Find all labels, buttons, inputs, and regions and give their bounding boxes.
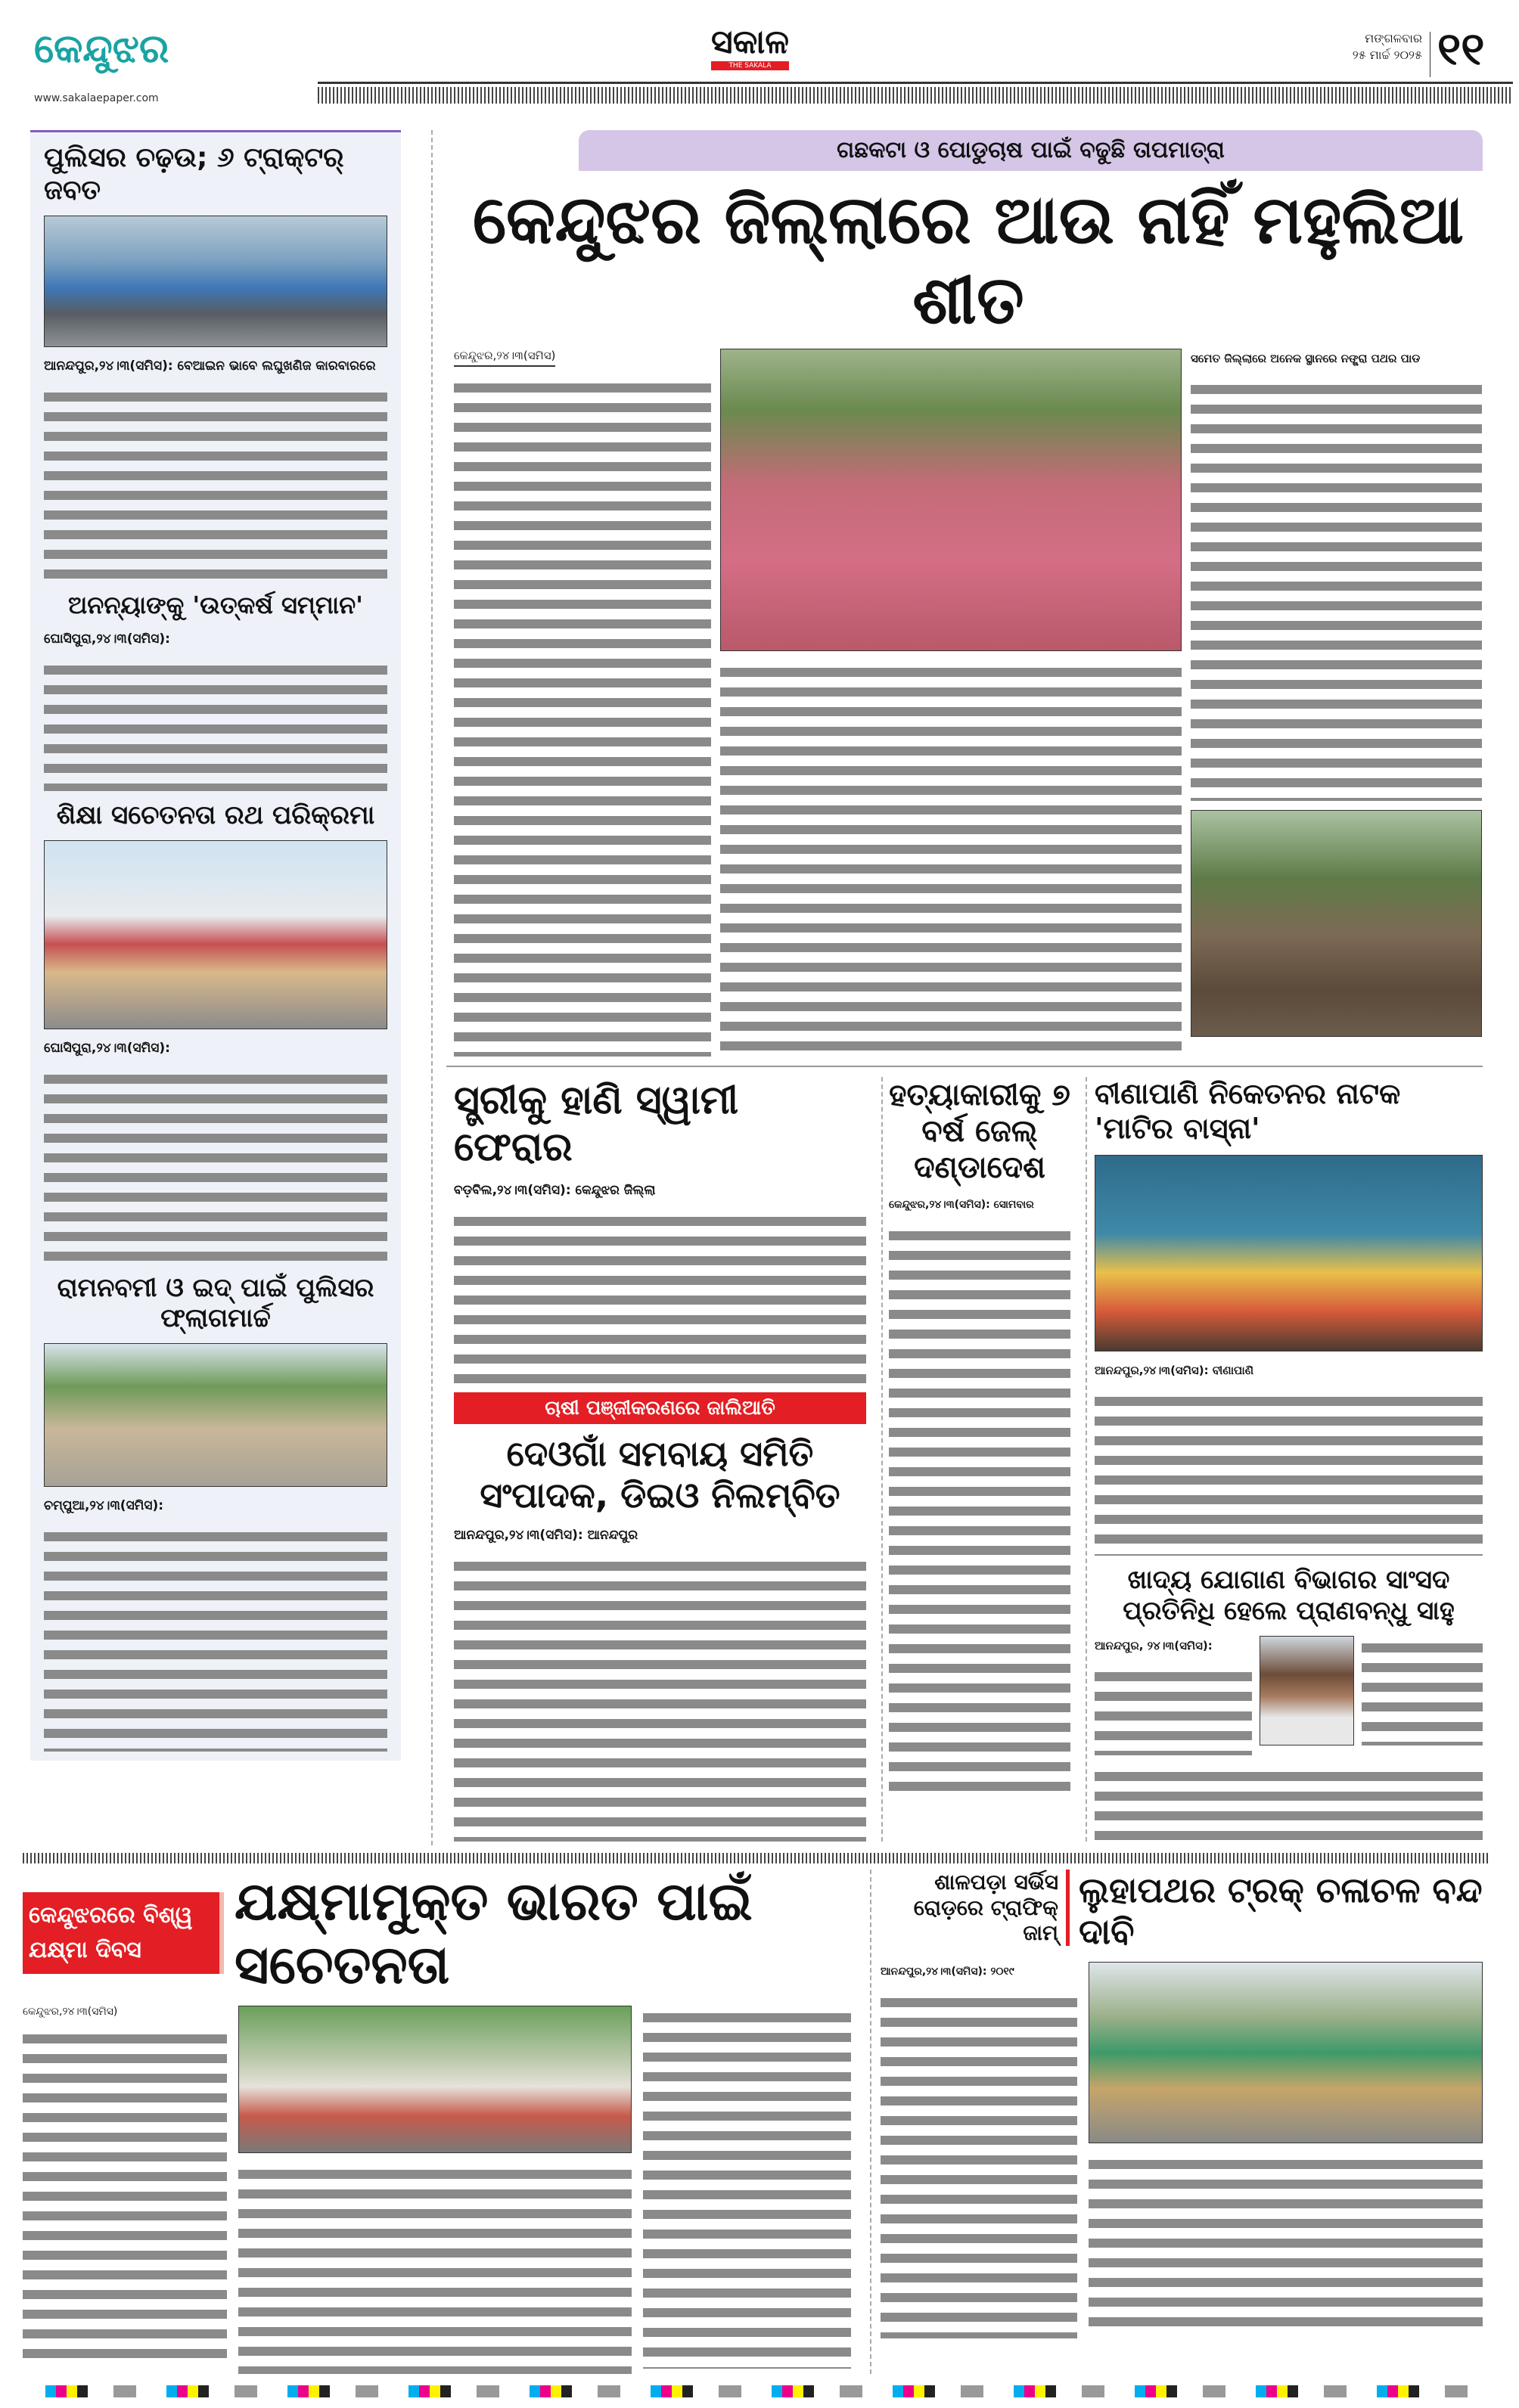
- section-title: କେନ୍ଦୁଝର: [34, 26, 169, 72]
- headline-wife-murder: ସ୍ତ୍ରୀକୁ ହାଣି ସ୍ୱାମୀ ଫେରାର: [454, 1078, 739, 1171]
- headline-iron-ore-truck: ଲୁହାପଥର ଟ୍ରକ୍ ଚଳାଚଳ ବନ୍ଦ ଦାବି: [1079, 1870, 1483, 1953]
- photo-flagmarch: [44, 1343, 387, 1487]
- lead-salapada: ଆନନ୍ଦପୁର,୨୪।୩(ସମିସ): ୨୦୧୯: [881, 1966, 1014, 1978]
- lead-drama: ଆନନ୍ଦପୁର,୨୪।୩(ସମିସ): ବୀଣାପାଣି: [1095, 1364, 1254, 1378]
- lead-tractor: ଆନନ୍ଦପୁର,୨୪।୩(ସମିସ): ବେଆଇନ ଭାବେ ଲଘୁଖଣିଜ କାରବାରରେ: [44, 358, 376, 374]
- lead-right-text: ସମେତ ଜିଲ୍ଲାରେ ଅନେକ ସ୍ଥାନରେ ନଙ୍ଗ୍ରା ପଥର ପାଡ: [1191, 352, 1421, 366]
- kicker-band: [579, 130, 1483, 171]
- kicker: ଗଛକଟା ଓ ପୋଡୁଚାଷ ପାଇଁ ବଢୁଛି ତାପମାତ୍ରା: [837, 137, 1225, 163]
- headline-ananya: ଅନନ୍ୟାଙ୍କୁ 'ଉତ୍କର୍ଷ ସମ୍ମାନ': [68, 591, 363, 620]
- headline-education-rally: ଶିକ୍ଷା ସଚେତନତା ରଥ ପରିକ୍ରମା: [56, 799, 375, 830]
- page-number: ୧୧: [1437, 23, 1485, 76]
- weekday: ମଙ୍ଗଳବାର: [1365, 31, 1422, 45]
- headline-tb-free-india: ଯକ୍ଷ୍ମାମୁକ୍ତ ଭାରତ ପାଇଁ ସଚେତନତା: [235, 1870, 753, 1996]
- masthead-tag: THE SAKALA: [711, 61, 789, 70]
- lead-byline: କେନ୍ଦୁଝର,୨୪।୩(ସମିସ): [454, 349, 555, 367]
- lead-education-rally: ଘୋସିପୁରା,୨୪।୩(ସମିସ):: [44, 1040, 170, 1056]
- headline-drama: ବୀଣାପାଣି ନିକେତନର ନାଟକ 'ମାଟିର ବାସ୍ନା': [1095, 1077, 1401, 1145]
- lead-headline: କେନ୍ଦୁଝର ଜିଲ୍ଲାରେ ଆଉ ନାହିଁ ମହୁଲିଆ ଶୀତ: [472, 181, 1465, 339]
- photo-cut-forest: [1191, 810, 1482, 1037]
- photo-rally: [44, 840, 387, 1029]
- lead-story: [454, 130, 1483, 1057]
- headline-tractor: ପୁଲିସର ଚଢ଼ଉ; ୬ ଟ୍ରାକ୍ଟର୍ ଜବତ: [44, 142, 344, 206]
- lead-murder-sentence: କେନ୍ଦୁଝର,୨୪।୩(ସମିସ): ସୋମବାର: [889, 1199, 1034, 1211]
- banner-farmer-fraud: [454, 1392, 866, 1424]
- lead-deogaon: ଆନନ୍ଦପୁର,୨୪।୩(ସମିସ): ଆନନ୍ଦପୁର: [454, 1528, 638, 1544]
- headline-food-supply: ଖାଦ୍ୟ ଯୋଗାଣ ବିଭାଗର ସାଂସଦ ପ୍ରତିନିଧି ହେଲେ ପ୍ରାଣବନ୍ଧୁ ସାହୁ: [1123, 1565, 1455, 1626]
- print-color-bar: [45, 2385, 1475, 2397]
- masthead-name: ସକାଳ: [711, 23, 790, 61]
- left-column: [30, 130, 401, 1761]
- masthead-logo: [711, 23, 789, 70]
- lead-flagmarch: ଚମ୍ପୁଆ,୨୪।୩(ସମିସ):: [44, 1498, 164, 1514]
- website-url[interactable]: www.sakalaepaper.com: [34, 92, 159, 104]
- date: ୨୫ ମାର୍ଚ୍ଚ ୨୦୨୫: [1352, 48, 1422, 62]
- tb-byline: କେନ୍ଦୁଝର,୨୪।୩(ସମିସ): [23, 2006, 118, 2018]
- banner-text: ଚାଷୀ ପଞ୍ଜୀକରଣରେ ଜାଲିଆତି: [545, 1396, 775, 1420]
- label-world-tb-day: [23, 1892, 219, 1974]
- label-text: କେନ୍ଦୁଝରରେ ବିଶ୍ୱ ଯକ୍ଷ୍ମା ଦିବସ: [29, 1902, 193, 1963]
- headline-murder-sentence: ହତ୍ୟାକାରୀକୁ ୭ ବର୍ଷ ଜେଲ୍ ଦଣ୍ଡାଦେଶ: [889, 1078, 1070, 1185]
- photo-tractors: [44, 216, 387, 347]
- headline-flagmarch: ରାମନବମୀ ଓ ଇଦ୍ ପାଇଁ ପୁଲିସର ଫ୍ଲାଗମାର୍ଚ୍ଚ: [57, 1272, 374, 1334]
- headline-salapada-traffic: ଶାଳପଡ଼ା ସର୍ଭିସ ରୋଡ଼ରେ ଟ୍ରାଫିକ୍ ଜାମ୍: [881, 1870, 1070, 1946]
- lead-ananya: ଘୋସିପୁରା,୨୪।୩(ସମିସ):: [44, 631, 170, 647]
- lead-wife-murder: ବଡ଼ବିଲ,୨୪।୩(ସମିସ): କେନ୍ଦୁଝର ଜିଲ୍ଲା: [454, 1182, 656, 1198]
- photo-pranabandhu-sahu: [1260, 1636, 1354, 1745]
- photo-drama-award: [1095, 1155, 1483, 1351]
- photo-burnt-hill: [720, 349, 1182, 651]
- headline-deogaon: ଦେଓଗାଁ ସମବାୟ ସମିତି ସଂପାଦକ, ଡିଇଓ ନିଲମ୍ବିତ: [480, 1432, 840, 1516]
- lead-food-supply: ଆନନ୍ଦପୁର, ୨୪।୩(ସମିସ):: [1095, 1638, 1213, 1652]
- photo-iron-ore-trucks: [1089, 1962, 1483, 2143]
- photo-tb-rally: [238, 2006, 632, 2153]
